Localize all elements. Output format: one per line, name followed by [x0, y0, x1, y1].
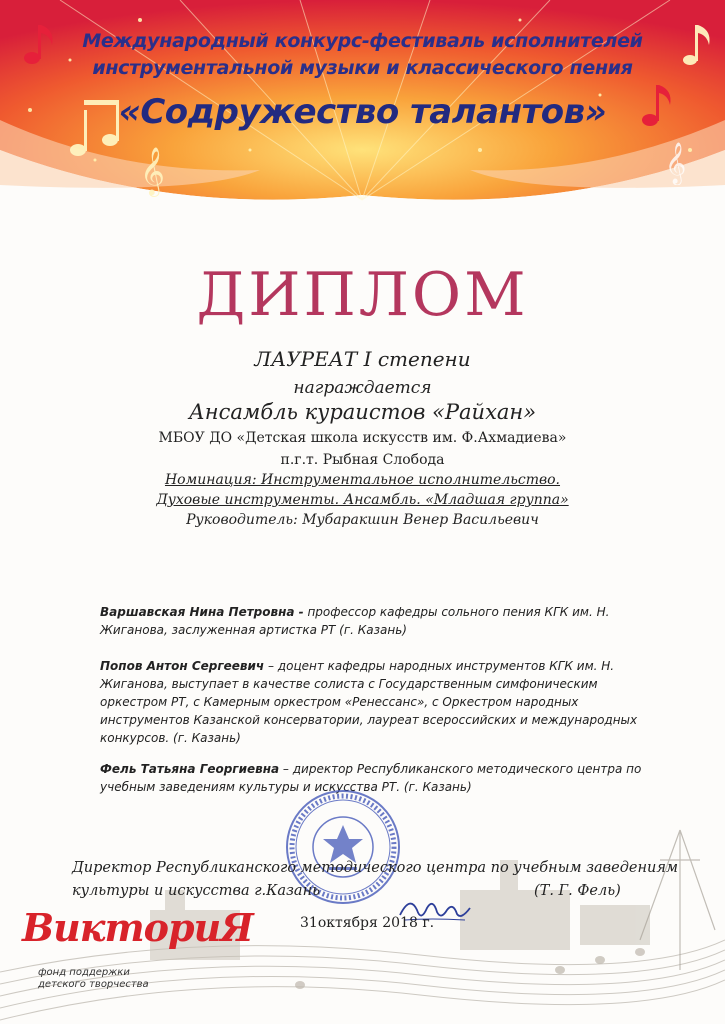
jury-member	[100, 603, 645, 639]
jury-name: Варшавская Нина Петровна -	[100, 605, 304, 619]
director-position: культуры и искусства г.Казань	[72, 883, 321, 899]
ensemble-name: Ансамбль кураистов «Райхан»	[188, 400, 537, 424]
svg-text:𝄞: 𝄞	[665, 143, 687, 184]
logo-subtitle	[38, 967, 149, 991]
header-banner	[0, 0, 725, 235]
director-line-1: Директор Республиканского методического центра по учебным заведениям	[72, 860, 678, 876]
page-title: ДИПЛОМ	[196, 260, 529, 330]
treble-clef-icon: 𝄞	[140, 146, 165, 195]
header-line-2: инструментальной музыки и классического пения	[92, 57, 633, 79]
place: п.г.т. Рыбная Слобода	[280, 452, 445, 468]
victoria-logo: ВикториЯ	[22, 905, 253, 950]
school-name: МБОУ ДО «Детская школа искусств им. Ф.Ахмадиева»	[158, 430, 567, 446]
degree: ЛАУРЕАТ I степени	[254, 347, 471, 371]
jury-name: Фель Татьяна Георгиевна	[100, 762, 280, 776]
jury-name: Попов Антон Сергеевич	[100, 659, 265, 673]
logo-subtitle-line-1: фонд поддержки	[38, 967, 130, 978]
issue-date: 31октября 2018 г.	[300, 915, 435, 931]
header-line-1: Международный конкурс-фестиваль исполнителей	[82, 30, 643, 52]
logo-subtitle-line-2: детского творчества	[38, 979, 149, 990]
director-fio: (Т. Г. Фель)	[534, 883, 621, 899]
contest-name: «Содружество талантов»	[118, 92, 607, 132]
nomination-line-1: Номинация: Инструментальное исполнительство.	[164, 472, 561, 488]
awarded-label: награждается	[293, 378, 432, 398]
jury-member	[100, 657, 645, 747]
leader: Руководитель: Мубаракшин Венер Васильевич	[186, 512, 539, 528]
director-line-2	[72, 880, 692, 902]
jury-description: профессор кафедры сольного пения КГК им. Н. Жиганова, заслуженная артистка РТ (г. Казань)	[100, 605, 610, 637]
nomination-line-2: Духовые инструменты. Ансамбль. «Младшая группа»	[156, 492, 569, 508]
jury-description: – доцент кафедры народных инструментов КГК им. Н. Жиганова, выступает в качестве солиста с Государственным симфоническим оркестром РТ, с Камерным оркестром «Ренессанс», с Оркестром народных инструментов Казанской консерватории, лауреат всероссийских и международных конкурсов. (г. Казань)	[100, 659, 638, 745]
jury-description: – директор Республиканского методического центра по учебным заведениям культуры и искусства РТ. (г. Казань)	[100, 762, 642, 794]
